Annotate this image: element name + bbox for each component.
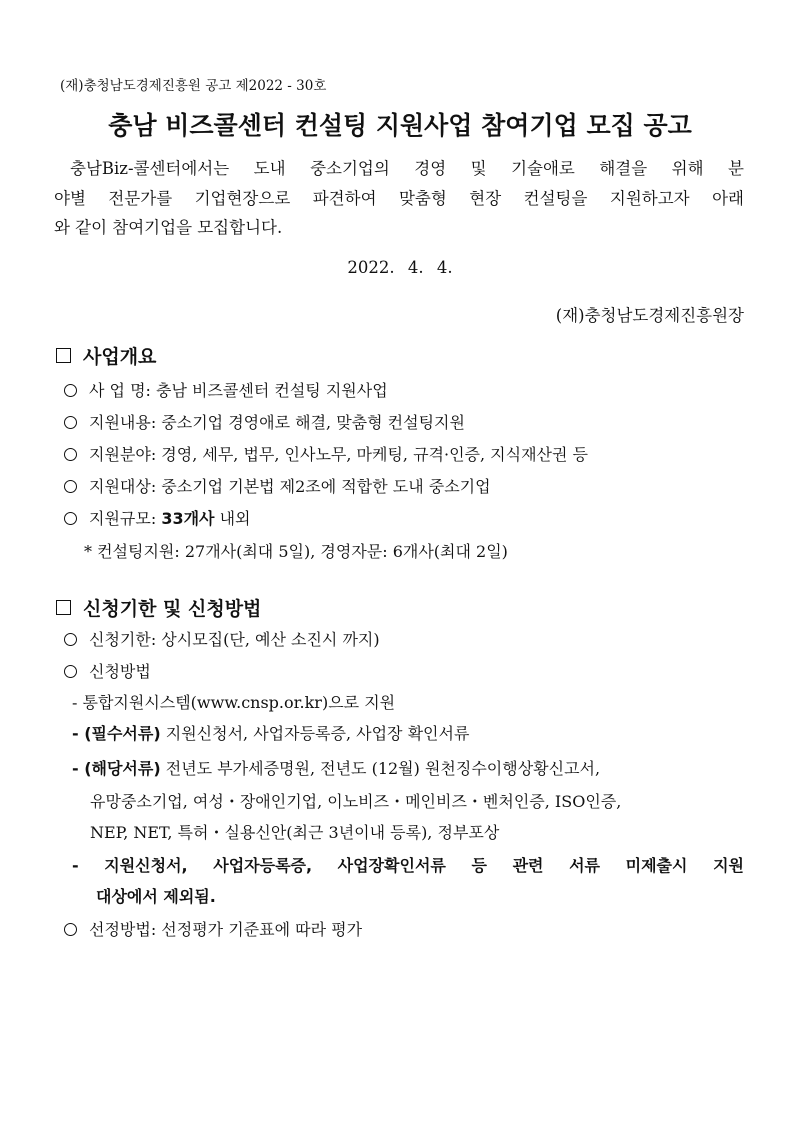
section-title-application <box>56 594 261 621</box>
intro-paragraph-line: 와 같이 참여기업을 모집합니다. <box>54 218 283 237</box>
intro-paragraph-line: 야별 전문가를 기업현장으로 파견하여 맞춤형 현장 컨설팅을 지원하고자 아래 <box>54 189 744 208</box>
notice-number: (재)충청남도경제진흥원 공고 제2022 - 30호 <box>60 78 327 94</box>
warning-note-cont: 대상에서 제외됨. <box>96 887 216 906</box>
square-bullet-icon <box>56 600 71 615</box>
list-item <box>64 659 151 682</box>
item-text: 지원분야: 경영, 세무, 법무, 인사노무, 마케팅, 규격·인증, 지식재산권 등 <box>89 445 588 464</box>
item-text: 사 업 명: 충남 비즈콜센터 컨설팅 지원사업 <box>89 381 388 400</box>
intro-paragraph-line: 충남Biz-콜센터에서는 도내 중소기업의 경영 및 기술애로 해결을 위해 분 <box>70 159 744 178</box>
section-title-text: 사업개요 <box>83 346 157 368</box>
item-text: 지원내용: 중소기업 경영애로 해결, 맞춤형 컨설팅지원 <box>89 413 465 432</box>
warning-note: - 지원신청서, 사업자등록증, 사업장확인서류 등 관련 서류 미제출시 지원 <box>72 856 744 875</box>
circle-bullet-icon <box>64 416 77 429</box>
method-system: - 통합지원시스템(www.cnsp.or.kr)으로 지원 <box>72 693 396 712</box>
circle-bullet-icon <box>64 923 77 936</box>
circle-bullet-icon <box>64 665 77 678</box>
issuer-name: (재)충청남도경제진흥원장 <box>555 306 744 325</box>
circle-bullet-icon <box>64 633 77 646</box>
list-item <box>64 917 362 940</box>
scale-suffix: 내외 <box>214 509 251 528</box>
section-title-text: 신청기한 및 신청방법 <box>83 598 262 620</box>
required-docs-text: 지원신청서, 사업자등록증, 사업장 확인서류 <box>160 724 470 743</box>
item-text: 지원대상: 중소기업 기본법 제2조에 적합한 도내 중소기업 <box>89 477 491 496</box>
list-item <box>64 474 491 497</box>
applicable-docs-line: NEP, NET, 특허・실용신안(최근 3년이내 등록), 정부포상 <box>90 823 500 842</box>
list-item <box>64 442 588 465</box>
circle-bullet-icon <box>64 480 77 493</box>
applicable-docs-text: 전년도 부가세증명원, 전년도 (12월) 원천징수이행상황신고서, <box>160 759 601 778</box>
circle-bullet-icon <box>64 448 77 461</box>
item-text: 신청기한: 상시모집(단, 예산 소진시 까지) <box>89 630 380 649</box>
applicable-label: - (해당서류) <box>72 759 161 778</box>
required-docs <box>72 721 469 744</box>
scale-label: 지원규모: <box>89 509 162 528</box>
section-title-overview <box>56 342 156 369</box>
applicable-docs-line: 유망중소기업, 여성・장애인기업, 이노비즈・메인비즈・벤처인증, ISO인증, <box>90 792 622 811</box>
circle-bullet-icon <box>64 384 77 397</box>
list-item-scale <box>64 506 251 529</box>
required-label: - (필수서류) <box>72 724 161 743</box>
list-item <box>64 378 388 401</box>
list-item <box>64 627 380 650</box>
scale-note: * 컨설팅지원: 27개사(최대 5일), 경영자문: 6개사(최대 2일) <box>84 542 508 561</box>
page-title: 충남 비즈콜센터 컨설팅 지원사업 참여기업 모집 공고 <box>108 111 692 140</box>
circle-bullet-icon <box>64 512 77 525</box>
list-item <box>64 410 465 433</box>
scale-value: 33개사 <box>161 509 215 528</box>
square-bullet-icon <box>56 348 71 363</box>
item-text: 선정방법: 선정평가 기준표에 따라 평가 <box>89 920 363 939</box>
applicable-docs <box>72 756 600 779</box>
notice-date: 2022. 4. 4. <box>347 258 453 277</box>
item-text: 신청방법 <box>89 662 151 681</box>
